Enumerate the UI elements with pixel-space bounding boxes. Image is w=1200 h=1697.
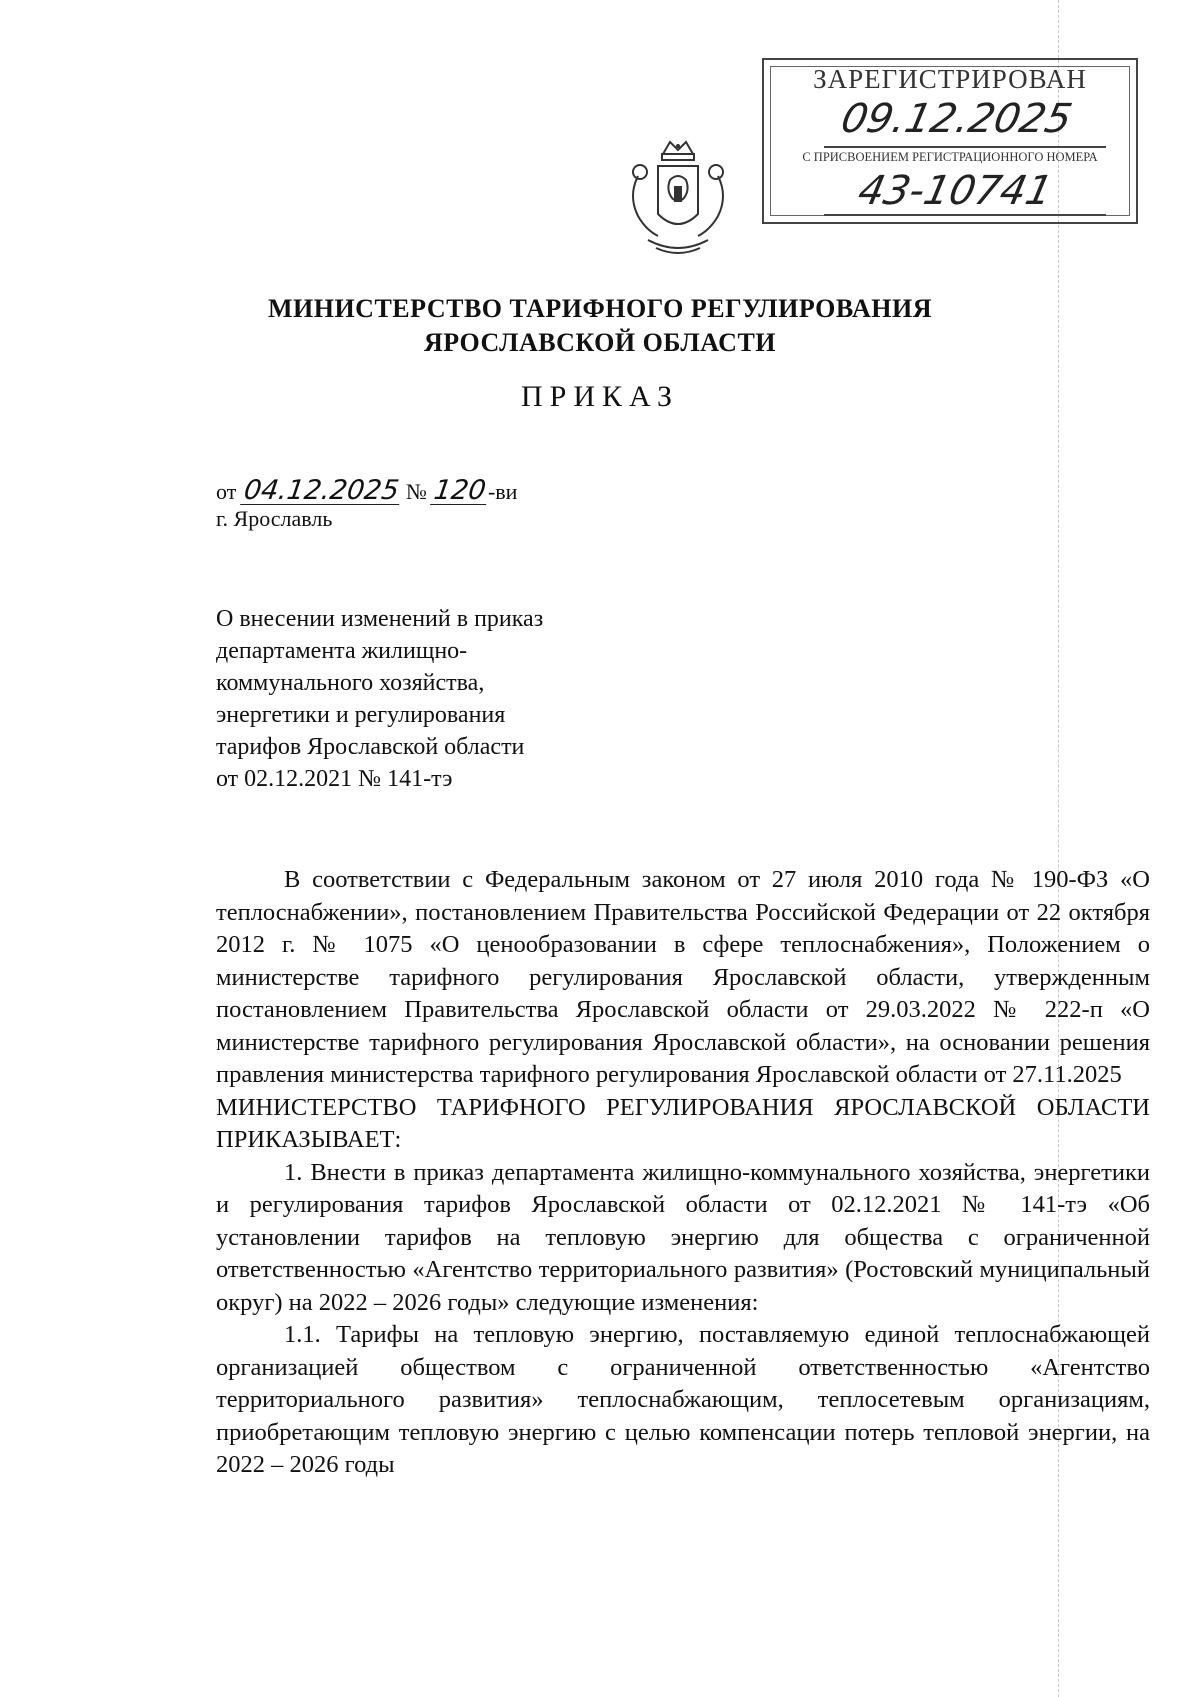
ministry-title (0, 292, 1200, 360)
directive-paragraph: МИНИСТЕРСТВО ТАРИФНОГО РЕГУЛИРОВАНИЯ ЯРОСЛАВСКОЙ ОБЛАСТИ ПРИКАЗЫВАЕТ: (216, 1093, 1150, 1153)
stamp-number-underline (824, 214, 1106, 216)
subject-line: коммунального хозяйства, (216, 670, 485, 696)
order-from-prefix: от (216, 479, 237, 504)
order-date: 04.12.2025 (241, 475, 401, 506)
registration-stamp (762, 58, 1138, 224)
order-date-number (216, 475, 518, 506)
order-number-sign: № (405, 479, 427, 504)
order-number-suffix: -ви (487, 479, 518, 504)
order-city: г. Ярославль (216, 506, 333, 531)
stamp-title: ЗАРЕГИСТРИРОВАН (813, 64, 1087, 94)
subject-line: департамента жилищно- (216, 638, 468, 664)
order-body (216, 864, 1150, 1482)
coat-of-arms-icon (618, 136, 738, 266)
order-subject (216, 603, 636, 795)
stamp-registration-number: 43-10741 (854, 168, 1057, 214)
subject-line: энергетики и регулирования (216, 702, 506, 728)
item-1-1-paragraph: 1.1. Тарифы на тепловую энергию, поставляемую единой теплоснабжающей организацией обществом с ограниченной ответственностью «Агентство территориального развития» теплоснабжающим, теплосетевым организациям, приобретающим тепловую энергию с целью компенсации потерь тепловой энергии, на 2022 – 2026 годы (216, 1321, 1150, 1478)
stamp-date-underline (824, 146, 1106, 148)
ministry-title-line2: ЯРОСЛАВСКОЙ ОБЛАСТИ (423, 328, 777, 357)
preamble-paragraph: В соответствии с Федеральным законом от 27 июля 2010 года № 190-ФЗ «О теплоснабжении», постановлением Правительства Российской Федерации от 22 октября 2012 г. № 1075 «О ценообразовании в сфере теплоснабжения», Положением о министерстве тарифного регулирования Ярославской области, утвержденным постановлением Правительства Ярославской области от 29.03.2022 № 222-п «О министерстве тарифного регулирования Ярославской области», на основании решения правления министерства тарифного регулирования Ярославской области от 27.11.2025 (216, 866, 1150, 1088)
ministry-title-line1: МИНИСТЕРСТВО ТАРИФНОГО РЕГУЛИРОВАНИЯ (267, 294, 933, 323)
subject-line: О внесении изменений в приказ (216, 606, 544, 632)
stamp-date: 09.12.2025 (837, 96, 1076, 142)
document-type: ПРИКАЗ (521, 380, 679, 413)
order-number: 120 (432, 475, 489, 506)
subject-line: от 02.12.2021 № 141-тэ (216, 766, 453, 792)
subject-line: тарифов Ярославской области (216, 734, 525, 760)
stamp-subtitle: С ПРИСВОЕНИЕМ РЕГИСТРАЦИОННОГО НОМЕРА (802, 150, 1098, 164)
item-1-paragraph: 1. Внести в приказ департамента жилищно-коммунального хозяйства, энергетики и регулирования тарифов Ярославской области от 02.12.2021 № 141-тэ «Об установлении тарифов на тепловую энергию для общества с ограниченной ответственностью «Агентство территориального развития» (Ростовский муниципальный округ) на 2022 – 2026 годы» следующие изменения: (216, 1158, 1150, 1316)
